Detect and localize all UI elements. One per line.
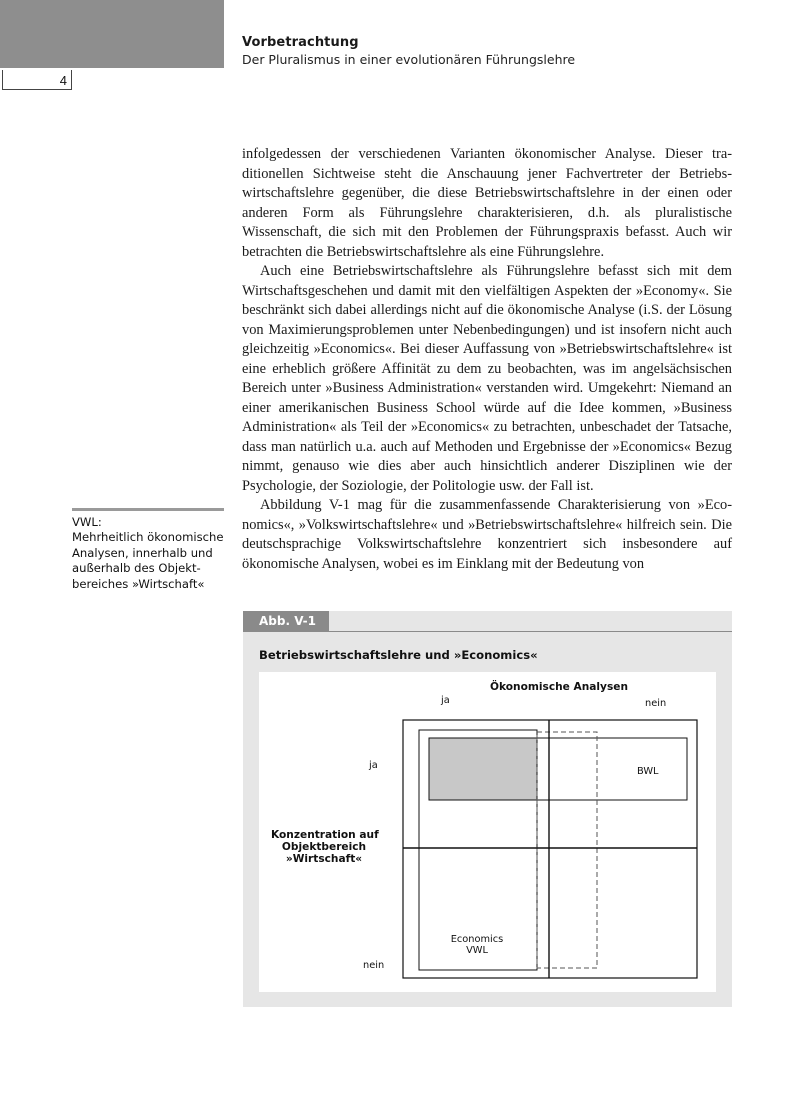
left-yes-label: ja bbox=[369, 760, 378, 771]
margin-note bbox=[72, 515, 227, 592]
left-axis-label-line: Konzentration auf bbox=[271, 829, 379, 841]
top-no-label: nein bbox=[645, 698, 667, 709]
page-number: 4 bbox=[2, 70, 72, 90]
left-no-label: nein bbox=[363, 960, 385, 971]
running-header-title: Vorbetrachtung bbox=[242, 35, 359, 50]
figure-panel bbox=[243, 611, 732, 1007]
figure-tab-rule bbox=[329, 631, 732, 632]
header-corner-block bbox=[0, 0, 224, 68]
figure-canvas bbox=[259, 672, 716, 992]
left-axis-label-line: »Wirtschaft« bbox=[285, 853, 363, 865]
main-text bbox=[242, 145, 732, 574]
top-axis-label: Ökonomische Analysen bbox=[490, 681, 628, 693]
left-axis-label bbox=[271, 829, 377, 865]
bwl-shaded-area bbox=[429, 738, 537, 800]
margin-note-title: VWL: bbox=[72, 515, 102, 529]
economics-vwl-label bbox=[447, 934, 507, 956]
economics-label: Economics bbox=[450, 934, 504, 945]
vwl-region bbox=[537, 732, 597, 968]
bwl-label: BWL bbox=[637, 766, 659, 777]
figure-title: Betriebswirtschaftslehre und »Economics« bbox=[259, 648, 538, 662]
margin-note-text: Mehrheitlich ökonomische Analysen, innerhalb und außerhalb des Objektbereiches »Wirtschaft« bbox=[72, 530, 224, 591]
margin-note-rule bbox=[72, 508, 224, 511]
figure-tab: Abb. V-1 bbox=[243, 611, 329, 632]
paragraph: infolgedessen der verschiedenen Varianten ökonomischer Analyse. Dieser traditionellen Sichtweise steht die Anschauung jener Fachvertreter der Betriebswirtschaftslehre gegenüber, die diese Betriebswirtschaftslehre in der einen oder anderen Form als Führungslehre charakterisieren, d.h. als pluralistische Wissenschaft, die sich mit den Problemen der Führungspraxis befasst. Auch wir betrachten die Betriebswirtschaftslehre als eine Führungslehre. bbox=[242, 146, 732, 260]
paragraph: Abbildung V-1 mag für die zusammenfassende Charakterisierung von »Economics«, »Volkswirtschaftslehre« und »Betriebswirtschaftslehre« hilfreich sein. Die deutschsprachige Volkswirtschaftslehre konzentriert sich insbesondere auf ökonomische Analysen, wobei es im Einklang mit der Bedeutung von bbox=[242, 497, 732, 572]
paragraph: Auch eine Betriebswirtschaftslehre als Führungslehre befasst sich mit dem Wirtschaftsgeschehen und damit mit den vielfältigen Aspekten der »Economy«. Sie beschränkt sich dabei allerdings nicht auf die ökonomische Analyse (i.S. der Lösung von Maximierungsproblemen unter Nebenbedingungen) und ist insofern nicht auch gleichzeitig »Economics«. Bei dieser Auffassung von »Betriebswirtschaftslehre« ist eine erheblich größere Affinität zu dem zu beobachten, was im angelsächsischen Bereich unter »Business Administration« verstanden wird. Umgekehrt: Niemand an einer amerikanischen Business School würde auf die Idee kommen, »Business Administration« als Teil der »Economics« zu betrachten, unbeschadet der Tatsache, dass man natürlich u.a. auch auf Methoden und Ergebnisse der »Economics« Bezug nimmt, genauso wie dies aber auch hinsichtlich anderer Disziplinen wie der Psychologie, der Soziologie, der Politologie usw. der Fall ist. bbox=[242, 263, 732, 494]
running-header-subtitle: Der Pluralismus in einer evolutionären Führungslehre bbox=[242, 52, 576, 67]
left-axis-label-line: Objektbereich bbox=[281, 841, 367, 853]
vwl-label: VWL bbox=[466, 945, 488, 956]
top-yes-label: ja bbox=[441, 695, 450, 706]
